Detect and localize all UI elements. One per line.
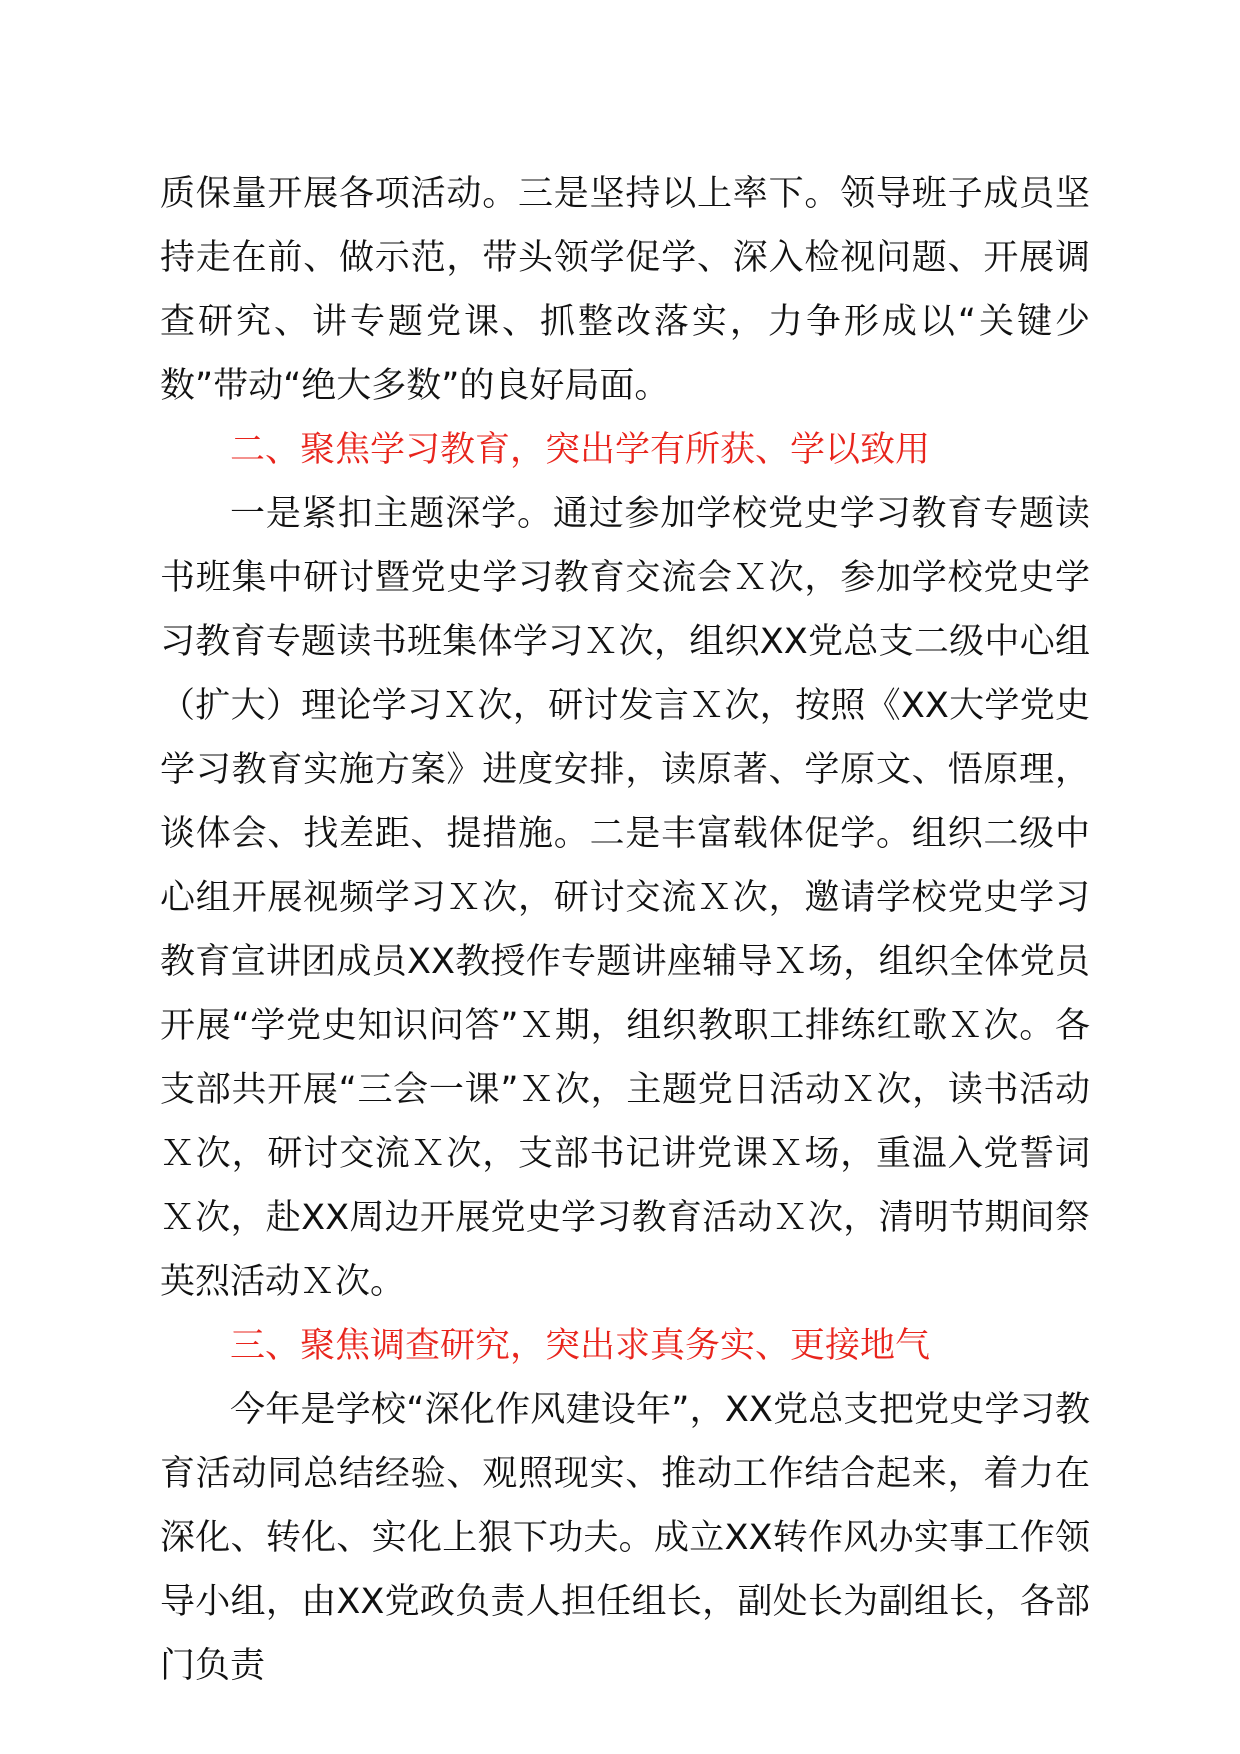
document-body — [160, 162, 1090, 1698]
paragraph-investigation: 今年是学校“深化作风建设年”，XX党总支把党史学习教育活动同总结经验、观照现实、推动工作结合起来，着力在深化、转化、实化上狠下功夫。成立XX转作风办实事工作领导小组，由XX党政负责人担任组长，副处长为副组长，各部门负责 — [160, 1390, 1090, 1686]
paragraph-continued: 质保量开展各项活动。三是坚持以上率下。领导班子成员坚持走在前、做示范，带头领学促学、深入检视问题、开展调查研究、讲专题党课、抓整改落实，力争形成以“关键少数”带动“绝大多数”的良好局面。 — [160, 174, 1090, 406]
section-heading-2: 二、聚焦学习教育，突出学有所获、学以致用 — [230, 430, 931, 470]
section-heading-3: 三、聚焦调查研究，突出求真务实、更接地气 — [230, 1326, 931, 1366]
paragraph-study-education: 一是紧扣主题深学。通过参加学校党史学习教育专题读书班集中研讨暨党史学习教育交流会Ｘ次，参加学校党史学习教育专题读书班集体学习Ｘ次，组织XX党总支二级中心组（扩大）理论学习Ｘ次，研讨发言Ｘ次，按照《XX大学党史学习教育实施方案》进度安排，读原著、学原文、悟原理，谈体会、找差距、提措施。二是丰富载体促学。组织二级中心组开展视频学习Ｘ次，研讨交流Ｘ次，邀请学校党史学习教育宣讲团成员XX教授作专题讲座辅导Ｘ场，组织全体党员开展“学党史知识问答”Ｘ期，组织教职工排练红歌Ｘ次。各支部共开展“三会一课”Ｘ次，主题党日活动Ｘ次，读书活动Ｘ次，研讨交流Ｘ次，支部书记讲党课Ｘ场，重温入党誓词Ｘ次，赴XX周边开展党史学习教育活动Ｘ次，清明节期间祭英烈活动Ｘ次。 — [160, 494, 1090, 1302]
